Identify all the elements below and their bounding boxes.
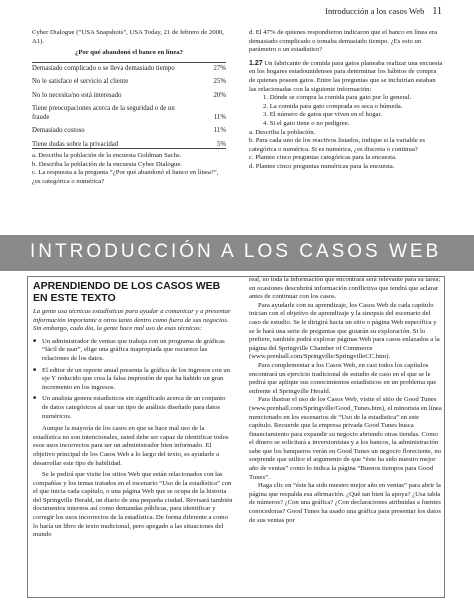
box-paragraph: Se le pedirá que visite los sitios Web que están relacionados con las compañías y los temas tratados en el escenario “Uso de la estadística” con el que inicia cada capítulo, o una página Web que se ocupa de la historia del Springville Herald, un diario de una pequeña ciudad. Revisará también documentos internos así como demandas públicas, para identificar y corregir los usos incorrectos de la estadística. De forma diferente a como lo haría un libro de texto tradicional, pero apegado a las situaciones del mundo xyxy=(33,471,233,539)
right-top-column xyxy=(249,29,443,172)
box-right-column xyxy=(249,276,442,525)
exercise-part-b: b. Para cada uno de los reactivos listados, indique si la variable es categórica o numérica. Si es numérica, ¿es discreta o continua? xyxy=(249,137,426,153)
table-row: Demasiado complicado o se lleva demasiado tiempo 27% xyxy=(32,64,226,72)
box-left-column xyxy=(33,280,233,540)
box-paragraph: Para ayudarle con su aprendizaje, los Casos Web de cada capítulo inician con el objetivo de aprendizaje y la sinopsis del escenario del caso de estudio. Se le dirigirá hacia un sitio o página Web específica y se le hará una serie de preguntas que guiarán su exploración. Si lo prefiere, también podrá explorar páginas Web para casos enlazados a la página del Springville Chamber of Commerce (www.prenhall.com/Springville/SpringvilleCC.htm). xyxy=(249,301,440,361)
question-a: a. Describa la población de la encuesta Goldman Sachs. xyxy=(32,152,182,160)
table-title: ¿Por qué abandonó el banco en línea? xyxy=(74,49,183,57)
left-top-column xyxy=(32,29,226,187)
box-paragraph: Para ilustrar el uso de los Casos Web, visite el sitio de Good Tunes (www.prenhall.com/Springville/Good_Tunes.htm), el minorista en línea mencionado en los escenarios de “Uso de la estadística” en este capítulo. Recuerde que la empresa privada Good Tunes busca financiamiento para expandir su negocio abriendo otras tiendas. Como el dinero se solicitará a inversionistas y a los bancos, la administración sabe que los banqueros verán en Good Tunes un negocio floreciente, no sorprende que utilice el argumento de que “éste ha sido nuestro mejor año de ventas” como lo indica la página “Buenos tiempos para Good Tunes”. xyxy=(249,396,442,481)
table-bottom-rule xyxy=(32,148,226,149)
exercise-part-a: a. Describa la población. xyxy=(249,128,316,136)
bullet-item: ■ Un administrador de ventas que trabaja con un programa de gráficas “fácil de usar”, elige una gráfica inapropiada que oscurece las relaciones de los datos. xyxy=(33,338,233,364)
table-top-rule xyxy=(32,62,226,63)
exercise-text: Un fabricante de comida para gatos planeaba realizar una encuesta en los hogares estadounidenses para determinar los hábitos de compra de quienes poseen gatos. Entre las preguntas que se incluirían estaban las relacionadas con la siguiente información: xyxy=(249,59,443,93)
table-row: No le satisface el servicio al cliente 25% xyxy=(32,78,226,86)
table-row: No lo necesita/no está interesado 20% xyxy=(32,91,226,99)
box-heading-line-2: EN ESTE TEXTO xyxy=(33,292,116,304)
question-c: c. La respuesta a la pregunta “¿Por qué abandonó el banco en línea?”, ¿es categórica o numérica? xyxy=(32,169,219,186)
abandon-table xyxy=(32,62,226,150)
box-paragraph: Aunque la mayoría de los casos en que se hace mal uso de la estadística no son intencionales, usted debe ser capaz de identificar todos esos usos incorrectos para ser un administrador bien informado. El objetivo principal de los Casos Web a lo largo del texto, es ayudarle a desarrollar este tipo de habilidad. xyxy=(33,425,229,467)
box-intro: La gente usa técnicas estadísticas para ayudar a comunicar y a presentar información importante a otros tanto dentro como fuera de sus negocios. Sin embargo, cada día, la gente hace mal uso de esas técnicas: xyxy=(33,308,231,333)
exercise-part-d: d. Plantee cinco preguntas numéricas para la encuesta. xyxy=(249,162,395,170)
question-b: b. Describa la población de la encuesta Cyber Dialogue. xyxy=(32,160,183,168)
running-head-title: Introducción a los casos Web xyxy=(325,6,425,16)
table-row: Demasiado costoso 11% xyxy=(32,127,226,135)
section-banner-title: INTRODUCCIÓN A LOS CASOS WEB xyxy=(30,241,442,262)
table-row: Tiene preocupaciones acerca de la seguridad o de un fraude 11% xyxy=(32,105,226,121)
list-item: 3. El número de gatos que viven en el hogar. xyxy=(263,111,383,119)
list-item: 2. La comida para gato comprada es seca o húmeda. xyxy=(263,102,403,110)
bullet-item: ■ Un analista genera estadísticos sin significado acerca de un conjunto de datos categóricos al usar un tipo de análisis diseñado para datos numéricos. xyxy=(33,395,233,421)
bullet-item: ■ El editor de un reporte anual presenta la gráfica de los ingresos con un eje Y reducido que crea la falsa impresión de que ha habido un gran incremento en los ingresos. xyxy=(33,367,233,393)
running-head xyxy=(325,6,442,17)
section-banner xyxy=(0,235,474,271)
list-item: 4. Si el gato tiene o no pedigree. xyxy=(263,119,350,127)
box-heading-line-1: APRENDIENDO DE LOS CASOS WEB xyxy=(33,280,221,292)
continued-citation: Cyber Dialogue (“USA Snapshots”, USA Today, 21 de febrero de 2000, A1). xyxy=(32,29,224,45)
page-number: 11 xyxy=(432,6,442,17)
exercise-part-c: c. Plantee cinco preguntas categóricas para la encuesta. xyxy=(249,154,397,162)
box-paragraph: Haga clic en “éste ha sido nuestro mejor año en ventas” para abrir la página que respalda esa afirmación. ¿Qué tan bien la apoya? ¿Usa tabla de números? ¿Con una gráfica? ¿Con declaraciones atribuidas a fuentes conocedoras? Good Tunes ha usado una gráfica para presentar los datos de sus ventas por xyxy=(249,482,442,524)
question-d: d. El 47% de quienes respondieron indicaron que el banco en línea era demasiado complicado o tomaba demasiado tiempo. ¿Es esto un parámetro o un estadístico? xyxy=(249,29,438,54)
exercise-items xyxy=(249,94,443,128)
exercise-1-27 xyxy=(249,60,443,94)
exercise-number: 1.27 xyxy=(249,59,263,67)
list-item: 1. Dónde se compra la comida para gato por lo general. xyxy=(263,94,412,102)
box-paragraph: Para complementar a los Casos Web, en casi todos los capítulos encontrará un ejercicio tradicional de estudio de caso en el que se le pedirá que aplique sus conocimientos estadísticos en un problema que enfrente el Springville Herald. xyxy=(249,361,437,395)
table-row: Tiene dudas sobre la privacidad 5% xyxy=(32,140,226,148)
box-paragraph: real, no toda la información que encontrará será relevante para su tarea; en ocasiones descubrirá información conflictiva que tendrá que aclarar antes de continuar con los casos. xyxy=(249,276,441,301)
